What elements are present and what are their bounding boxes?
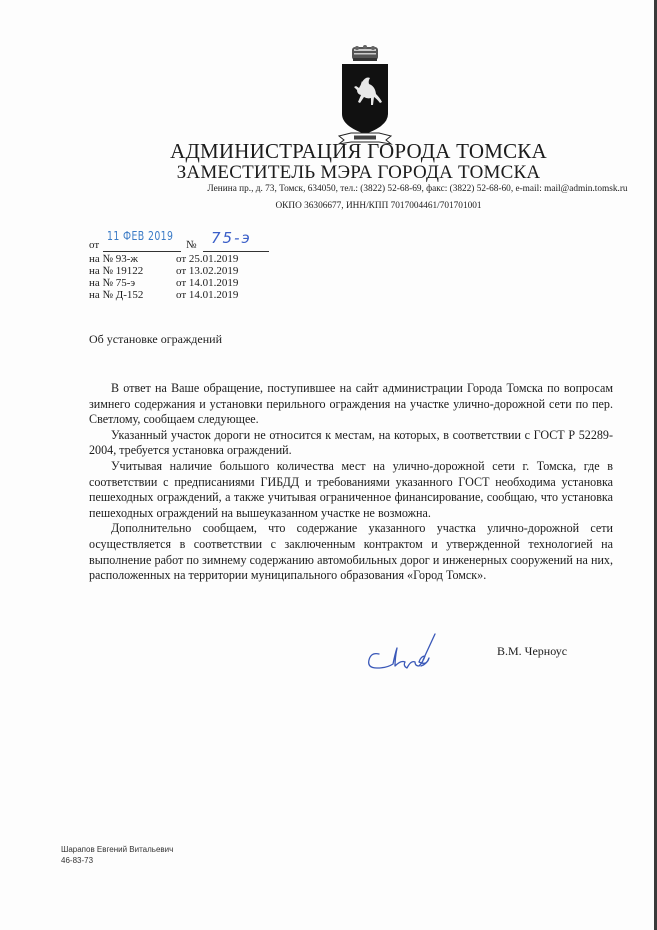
registry-codes: ОКПО 36306677, ИНН/КПП 7017004461/701701001 bbox=[275, 201, 482, 211]
reference-date: от 14.01.2019 bbox=[176, 277, 239, 289]
letter-subject: Об установке ограждений bbox=[89, 332, 222, 346]
reference-number: на № 75-э bbox=[89, 277, 136, 289]
reference-block bbox=[89, 229, 279, 301]
reference-date: от 25.01.2019 bbox=[176, 253, 239, 265]
contact-address: Ленина пр., д. 73, Томск, 634050, тел.: (3822) 52-68-69, факс: (3822) 52-68-60, e-mail: mail@admin.tomsk.ru bbox=[207, 184, 628, 194]
reference-number: на № 93-ж bbox=[89, 253, 139, 265]
reference-number: на № 19122 bbox=[89, 265, 144, 277]
date-underline bbox=[103, 251, 181, 252]
paragraph: Указанный участок дороги не относится к местам, на которых, в соответствии с ГОСТ Р 52289-2004, требуется установка ограждений. bbox=[89, 427, 613, 458]
from-label: от bbox=[89, 239, 100, 251]
executor-info bbox=[61, 844, 173, 866]
reference-date: от 13.02.2019 bbox=[176, 265, 239, 277]
reference-number: на № Д-152 bbox=[89, 289, 144, 301]
crown-icon bbox=[352, 45, 378, 61]
reference-row bbox=[89, 253, 279, 265]
reference-date: от 14.01.2019 bbox=[176, 289, 239, 301]
outgoing-number-row bbox=[89, 229, 279, 253]
official-title: ЗАМЕСТИТЕЛЬ МЭРА ГОРОДА ТОМСКА bbox=[176, 162, 541, 183]
number-underline bbox=[203, 251, 269, 252]
date-stamp: 11 ФЕВ 2019 bbox=[107, 229, 174, 243]
tomsk-coat-of-arms-icon bbox=[336, 44, 394, 146]
reference-row bbox=[89, 289, 279, 301]
shield-icon bbox=[342, 64, 388, 134]
paragraph: В ответ на Ваше обращение, поступившее на сайт администрации Города Томска по вопросам зимнего содержания и установки перильного ограждения на участке улично-дорожной сети по пер. Светлому, сообщаем следующее. bbox=[89, 381, 613, 427]
executor-name: Шарапов Евгений Витальевич bbox=[61, 845, 174, 854]
executor-phone: 46-83-73 bbox=[61, 856, 94, 865]
letter-body bbox=[89, 381, 613, 584]
handwritten-number: 75-э bbox=[211, 229, 252, 247]
reference-row bbox=[89, 277, 279, 289]
handwritten-signature-icon bbox=[365, 630, 445, 678]
reference-row bbox=[89, 265, 279, 277]
signer-name: В.М. Черноус bbox=[497, 644, 568, 658]
number-label: № bbox=[186, 239, 197, 251]
organization-title: АДМИНИСТРАЦИЯ ГОРОДА ТОМСКА bbox=[170, 139, 547, 163]
paragraph: Дополнительно сообщаем, что содержание указанного участка улично-дорожной сети осуществляется в соответствии с заключенным контрактом и утвержденной технологией на выполнение работ по зимнему содержанию автомобильных дорог и инженерных сооружений на них, расположенных на территории муниципального образования «Город Томск». bbox=[89, 521, 613, 583]
paragraph: Учитывая наличие большого количества мест на улично-дорожной сети г. Томска, где в соответствии с предписаниями ГИБДД и требованиями указанного ГОСТ необходима установка пешеходных ограждений, а также учитывая ограниченное финансирование, сообщаю, что установка пешеходных ограждений на вышеуказанном участке не возможна. bbox=[89, 458, 613, 520]
